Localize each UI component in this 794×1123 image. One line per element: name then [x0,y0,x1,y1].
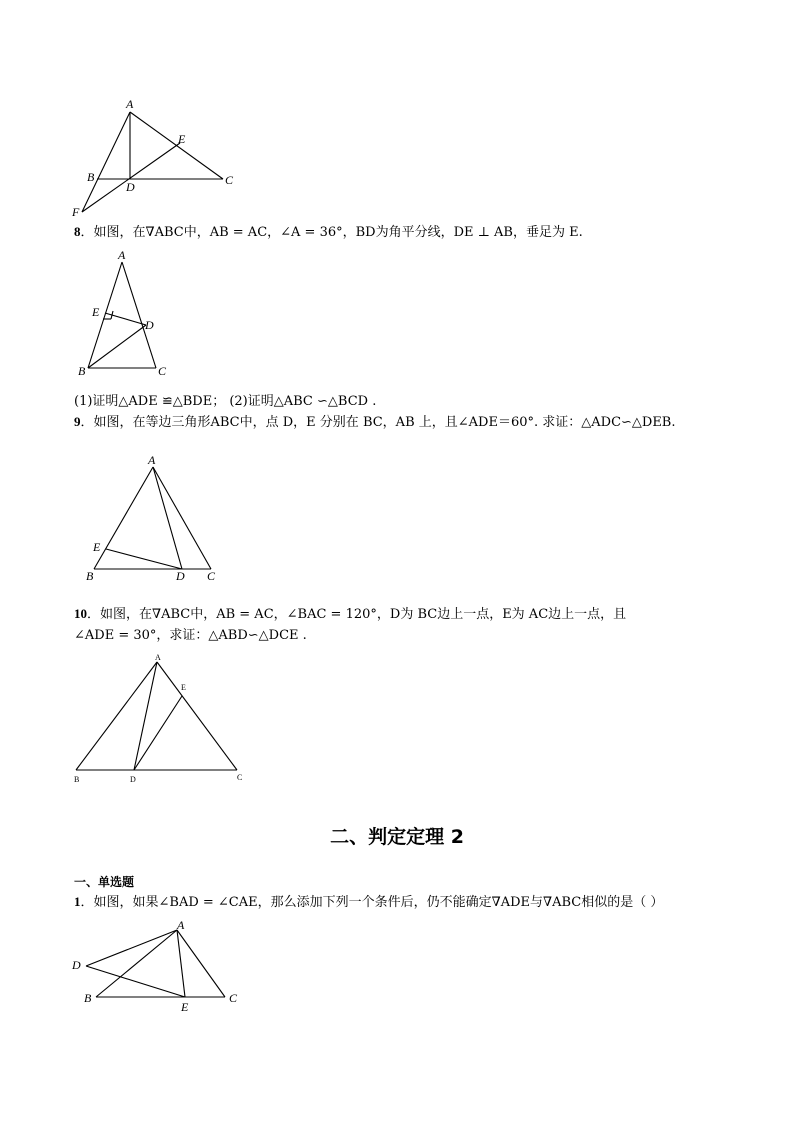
label-e: E [178,132,186,146]
segment-af [82,112,130,212]
segment-ac [122,262,156,368]
label-d: D [126,180,135,194]
figure-q10 [70,650,250,790]
question-10-line-2: ∠ADE = 30°，求证：△ABD∽△DCE . [74,628,307,643]
question-text: ．如图，在∇ABC中，AB = AC，∠A = 36°，BD为角平分线，DE ⊥ AB，垂足为 E. [80,225,583,240]
segment-fe [82,143,180,212]
subsection-title: 一、单选题 [74,875,135,889]
label-b: B [87,170,95,184]
label-e: E [92,305,100,319]
figure-q9 [82,450,232,585]
figure-q1 [70,916,250,1016]
label-a: A [118,248,126,262]
label-b: B [86,569,94,583]
label-c: C [207,569,216,583]
label-f: F [72,205,80,219]
label-c: C [158,364,167,378]
question-9 [74,413,676,432]
figure-q9-svg [82,450,232,585]
label-d: D [72,958,81,972]
question-1 [74,893,663,912]
segment-de [134,696,182,770]
label-b: B [74,775,80,784]
segment-ed [106,549,182,569]
question-number: 1 [74,894,81,909]
question-10-line-1 [74,605,626,624]
figure-triangle-abc-top [60,92,260,227]
segment-ad [153,467,182,569]
question-number: 8 [74,224,81,239]
label-a: A [155,653,161,662]
question-8 [74,223,583,242]
question-text: ．如图，在∇ABC中，AB = AC，∠BAC = 120°，D为 BC边上一点，E为 AC边上一点，且 [87,607,627,622]
figure-q8-svg [78,248,178,383]
label-d: D [145,318,154,332]
section-title: 二、判定定理 2 [330,826,464,848]
label-a: A [177,918,185,932]
question-8-parts: (1)证明△ADE ≌△BDE； (2)证明△ABC ∽△BCD . [74,394,377,409]
question-text: ．如图，如果∠BAD = ∠CAE，那么添加下列一个条件后，仍不能确定∇ADE与∇ABC相似的是（ ） [80,895,664,910]
figure-q8 [78,248,178,383]
figure-q10-svg [70,650,250,790]
label-c: C [229,991,238,1005]
segment-bd [88,325,146,368]
label-d: D [176,569,185,583]
label-e: E [93,540,101,554]
question-number: 9 [74,414,81,429]
figure-1-svg [60,92,260,227]
label-c: C [237,773,243,782]
label-e: E [181,1000,189,1014]
label-e: E [181,683,186,692]
label-c: C [225,173,234,187]
question-text: ．如图，在等边三角形ABC中，点 D，E 分别在 BC，AB 上，且∠ADE＝60°. 求证：△ADC∽△DEB. [80,415,676,430]
segment-ab [96,930,177,997]
segment-ad [86,930,177,966]
label-a: A [126,97,134,111]
segment-ac [153,467,211,569]
label-b: B [78,364,86,378]
label-a: A [148,453,156,467]
label-d: D [130,775,136,784]
question-number: 10 [74,606,87,621]
figure-q1-svg [70,916,250,1016]
label-b: B [84,991,92,1005]
